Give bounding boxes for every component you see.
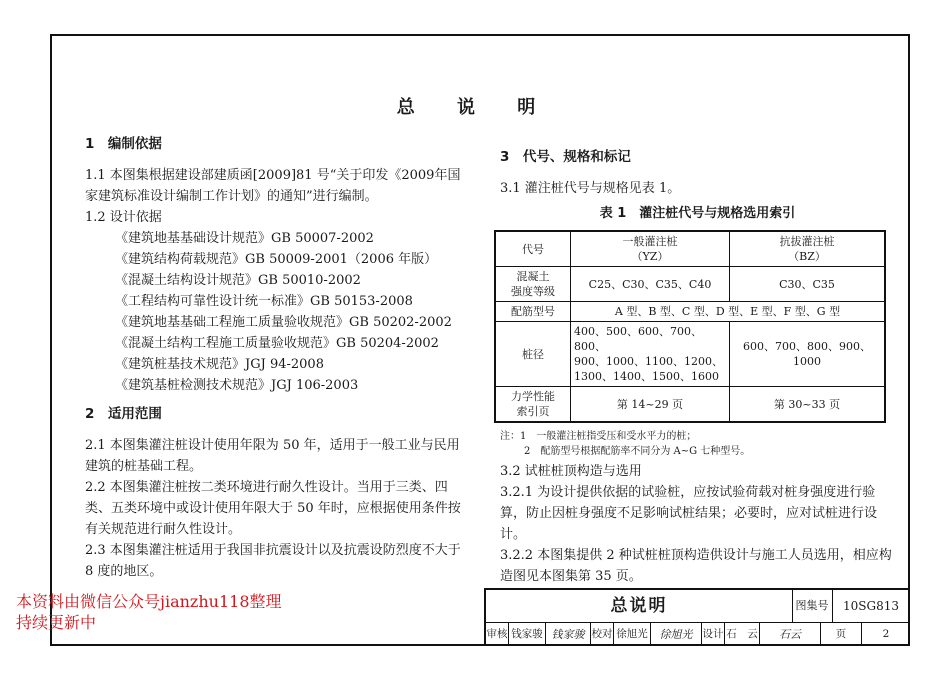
diameter-line: 1300、1400、1500、1600: [574, 370, 719, 383]
atlas-label: 图集号: [792, 590, 833, 623]
cell-pages-normal: 第 14~29 页: [571, 387, 730, 423]
cell-concrete-normal: C25、C30、C35、C40: [571, 267, 730, 302]
diameter-line: 900、1000、1100、1200、: [574, 355, 723, 368]
design-name: 石 云: [725, 623, 760, 646]
para-3-2-1: 3.2.1 为设计提供依据的试验桩，应按试验荷载对桩身强度进行验算，防止因桩身强度不足影响试桩结果；必要时，应对试桩进行设计。: [500, 485, 878, 542]
page-label: 页: [821, 623, 862, 646]
row-label-concrete: [495, 267, 571, 302]
ref-item: 《建筑地基基础工程施工质量验收规范》GB 50202-2002: [115, 315, 452, 330]
para-2-1: 2.1 本图集灌注桩设计使用年限为 50 年，适用于一般工业与民用建筑的桩基础工程。: [85, 438, 460, 474]
header-uplift-name: 抗拔灌注桩: [779, 235, 835, 248]
ref-item: 《工程结构可靠性设计统一标准》GB 50153-2008: [115, 294, 413, 309]
note-1: 注：1 一般灌注桩指受压和受水平力的桩；: [500, 431, 697, 442]
para-1-2: 1.2 设计依据: [85, 210, 162, 225]
ref-item: 《建筑地基基础设计规范》GB 50007-2002: [115, 231, 374, 246]
cell-concrete-uplift: C30、C35: [730, 267, 886, 302]
header-normal-name: 一般灌注桩: [622, 235, 678, 248]
header-uplift: [730, 231, 886, 267]
section-3-heading: 3 代号、规格和标记: [500, 149, 631, 165]
row-label-concrete-a: 混凝土: [516, 270, 550, 283]
signature-row: [486, 623, 910, 646]
review-name: 钱家骏: [509, 623, 546, 646]
para-1-1: 1.1 本图集根据建设部建质函[2009]81 号“关于印发《2009年国家建筑标准设计编制工作计划》的通知”进行编制。: [85, 168, 461, 204]
para-3-2-2: 3.2.2 本图集提供 2 种试桩桩顶构造供设计与施工人员选用，相应构造图见本图集第 35 页。: [500, 548, 892, 584]
row-label-concrete-b: 强度等级: [511, 285, 555, 298]
cell-rebar-types: A 型、B 型、C 型、D 型、E 型、F 型、G 型: [571, 302, 886, 322]
header-uplift-code: （BZ）: [788, 250, 826, 263]
table-notes: [500, 429, 895, 459]
note-2: 2 配筋型号根据配筋率不同分为 A~G 七种型号。: [524, 446, 751, 457]
section-2-heading: 2 适用范围: [85, 406, 162, 422]
check-label: 校对: [591, 623, 614, 646]
cell-pages-uplift: 第 30~33 页: [730, 387, 886, 423]
left-column: [85, 130, 470, 582]
watermark: [16, 591, 282, 633]
table-row: [495, 231, 885, 267]
page-title: 总 说 明: [396, 97, 554, 118]
check-name: 徐旭光: [614, 623, 651, 646]
ref-item: 《建筑结构荷载规范》GB 50009-2001（2006 年版）: [115, 252, 438, 267]
row-label-rebar: 配筋型号: [495, 302, 571, 322]
table-row: [495, 387, 885, 423]
header-normal: [571, 231, 730, 267]
para-3-1: 3.1 灌注桩代号与规格见表 1。: [500, 181, 681, 196]
section-1-heading: 1 编制依据: [85, 136, 162, 152]
title-block-name: 总说明: [486, 590, 793, 623]
watermark-line-2: 持续更新中: [16, 613, 97, 632]
pile-spec-table: [494, 230, 886, 423]
ref-item: 《混凝土结构工程施工质量验收规范》GB 50204-2002: [115, 336, 439, 351]
para-3-2: 3.2 试桩桩顶构造与选用: [500, 464, 642, 479]
header-code: 代号: [495, 231, 571, 267]
table-row: [495, 322, 885, 387]
watermark-line-1: 本资料由微信公众号jianzhu118整理: [16, 592, 282, 611]
page-number: 2: [882, 628, 890, 640]
para-2-2: 2.2 本图集灌注桩按二类环境进行耐久性设计。当用于三类、四类、五类环境中或设计使用年限大于 50 年时，应根据使用条件按有关规范进行耐久性设计。: [85, 480, 461, 537]
table-caption: 表 1 灌注桩代号与规格选用索引: [599, 206, 796, 221]
header-normal-code: （YZ）: [631, 250, 669, 263]
ref-item: 《混凝土结构设计规范》GB 50010-2002: [115, 273, 361, 288]
diameter-line: 400、500、600、700、800、: [574, 325, 702, 353]
design-label: 设计: [702, 623, 725, 646]
cell-diameter-uplift: 600、700、800、900、1000: [730, 322, 886, 387]
table-row: [495, 267, 885, 302]
ref-item: 《建筑桩基技术规范》JGJ 94-2008: [115, 357, 324, 372]
ref-item: 《建筑基桩检测技术规范》JGJ 106-2003: [115, 378, 359, 393]
atlas-number: 10SG813: [832, 590, 910, 623]
check-signature: 徐旭光: [651, 623, 702, 646]
design-signature: 石云: [760, 623, 821, 646]
right-column: [500, 143, 895, 587]
row-label-mechanics: [495, 387, 571, 423]
review-label: 审核: [486, 623, 509, 646]
review-signature: 钱家骏: [546, 623, 591, 646]
title-block: [484, 588, 910, 646]
para-2-3: 2.3 本图集灌注桩适用于我国非抗震设计以及抗震设防烈度不大于 8 度的地区。: [85, 543, 461, 579]
cell-diameter-normal: [571, 322, 730, 387]
row-label-diameter: 桩径: [495, 322, 571, 387]
row-label-mechanics-b: 索引页: [516, 405, 550, 418]
table-row: [495, 302, 885, 322]
row-label-mechanics-a: 力学性能: [511, 390, 555, 403]
